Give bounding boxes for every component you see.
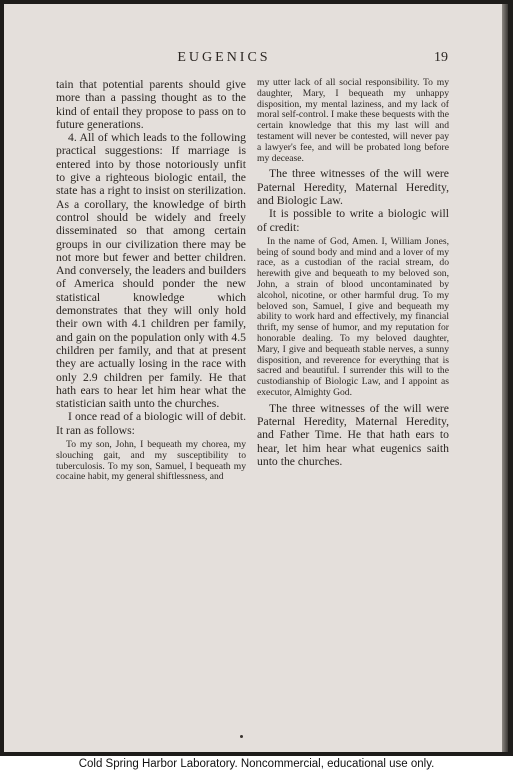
page-edge-shadow (502, 4, 508, 752)
will-of-debit-text: To my son, John, I bequeath my chorea, my slouching gait, and my susceptibility to tuberculosis. To my son, Samuel, I bequeath my cocaine habit, my general shiftlessness, and (56, 439, 246, 483)
will-of-credit-text: In the name of God, Amen. I, William Jones, being of sound body and mind and a lover of my race, as a custodian of the racial stream, do herewith give and bequeath to my beloved son, John, a strain of blood uncontaminated by alcohol, nicotine, or other harmful drug. To my beloved son, Samuel, I give and bequeath my ability to work hard and effectively, my financial thrift, my sense of humor, and my reputation for honorable dealing. To my beloved daughter, Mary, I give and bequeath stable nerves, a sunny disposition, and reverence for everything that is sacred and beautiful. I surrender this will to the custodianship of Biologic Law, and I appoint as executor, Almighty God. (257, 235, 449, 399)
page-number: 19 (434, 50, 448, 65)
paragraph-suggestions: 4. All of which leads to the following practical suggestions: If marriage is entered into by those notoriously unfit to give a righteous biologic entail, the state has a right to insist on sterilization. As a corollary, the knowledge of birth control should be widely and freely disseminated so that among certain groups in our civilization there may be not more but fewer and better children. And conversely, the leaders and builders of America should ponder the new statistical knowledge which demonstrates that they will only hold their own with 4.1 children per family, and gain on the population only with 4.5 children per family, and that at present they are actually losing in the race with only 2.9 children per family. He that hath ears to hear let him hear what the statistician saith unto the churches. (56, 131, 246, 411)
archive-caption: Cold Spring Harbor Laboratory. Noncommercial, educational use only. (0, 756, 513, 773)
paragraph-witnesses-credit: The three witnesses of the will were Paternal Heredity, Maternal Heredity, and Father Time. He that hath ears to hear, let him hear what eugenics saith unto the churches. (257, 401, 449, 468)
page-mark (240, 735, 243, 738)
paragraph-witnesses-debit: The three witnesses of the will were Paternal Heredity, Maternal Heredity, and Biologic Law. (257, 167, 449, 207)
paragraph-will-intro: I once read of a biologic will of debit. It ran as follows: (56, 410, 246, 437)
left-column (56, 78, 246, 483)
book-page (4, 4, 502, 752)
paragraph-continuation: tain that potential parents should give more than a passing thought as to the kind of entail they propose to pass on to future generations. (56, 78, 246, 131)
will-of-debit-continuation: my utter lack of all social responsibility. To my daughter, Mary, I bequeath my unhappy disposition, my mental laziness, and my lack of moral self-control. I make these bequests with the certain knowledge that this my last will and testament will never be contested, will never pay a lawyer's fee, and will be probated long before my decease. (257, 77, 449, 164)
paragraph-will-credit-intro: It is possible to write a biologic will of credit: (257, 207, 449, 234)
running-header-title: EUGENICS (177, 50, 271, 65)
right-column (257, 78, 449, 468)
